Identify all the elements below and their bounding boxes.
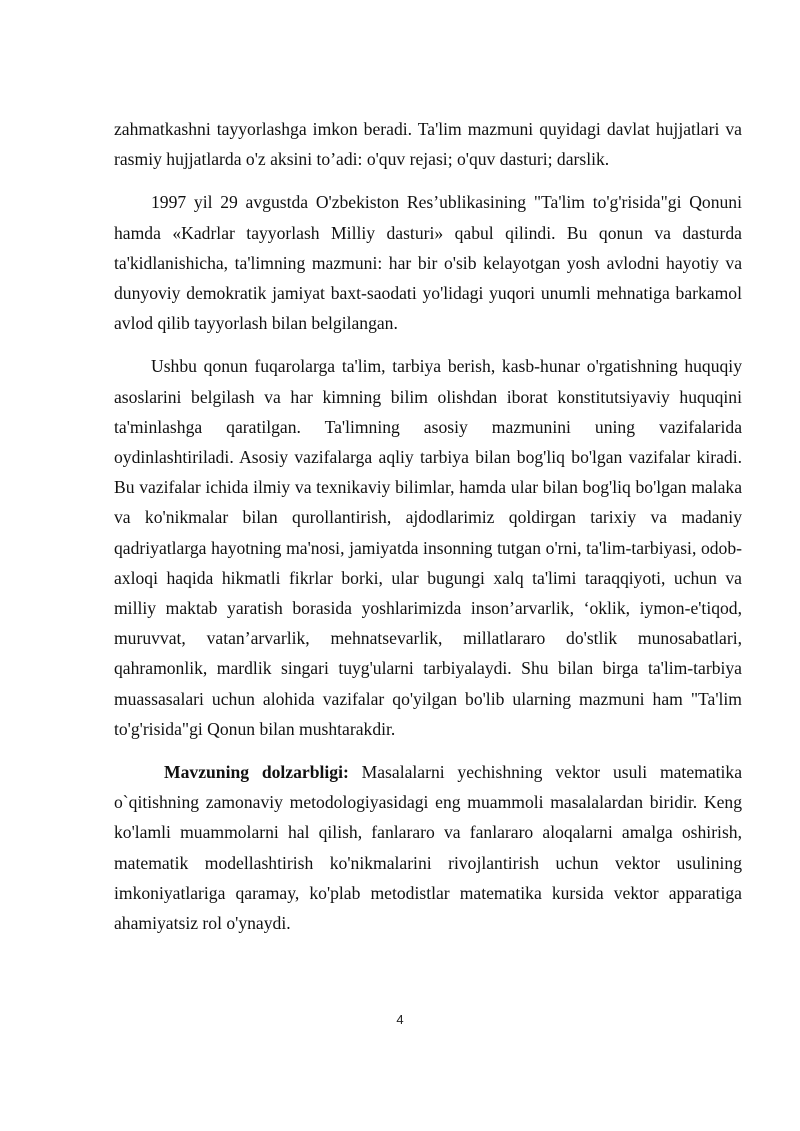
paragraph-law-purpose: Ushbu qonun fuqarolarga ta'lim, tarbiya berish, kasb-hunar o'rgatishning huquqiy asoslarini belgilash va har kimning bilim olishdan iborat konstitutsiyaviy huquqini ta'minlashga qaratilgan. Ta'limning asosiy mazmunini uning vazifalarida oydinlashtiriladi. Asosiy vazifalarga aqliy tarbiya bilan bog'liq bo'lgan vazifalar kiradi. Bu vazifalar ichida ilmiy va texnikaviy bilimlar, hamda ular bilan bog'liq bo'lgan malaka va ko'nikmalar bilan qurollantirish, ajdodlarimiz qoldirgan tarixiy va madaniy qadriyatlarga hayotning ma'nosi, jamiyatda insonning tutgan o'rni, ta'lim-tarbiyasi, odob-axloqi haqida hikmatli fikrlar borki, ular bugungi xalq ta'limi taraqqiyoti, uchun va milliy maktab yaratish borasida yoshlarimizda inson’arvarlik, ‘oklik, iymon-e'tiqod, muruvvat, vatan’arvarlik, mehnatsevarlik, millatlararo do'stlik munosabatlari, qahramonlik, mardlik singari tuyg'ularni tarbiyalaydi. Shu bilan birga ta'lim-tarbiya muassasalari uchun alohida vazifalar qo'yilgan bo'lib ularning mazmuni ham "Ta'lim to'g'risida"gi Qonun bilan mushtarakdir. [114,356,742,739]
paragraph-topic-relevance [114,757,742,938]
topic-relevance-heading: Mavzuning dolzarbligi: [164,762,349,783]
page-number: 4 [396,1012,404,1027]
paragraph-continuation: zahmatkashni tayyorlashga imkon beradi. Ta'lim mazmuni quyidagi davlat hujjatlari va rasmiy hujjatlarda o'z aksini to’adi: o'quv rejasi; o'quv dasturi; darslik. [114,119,742,170]
document-body [114,114,742,951]
topic-relevance-text: Masalalarni yechishning vektor usuli matematika o`qitishning zamonaviy metodologiyasidagi eng muammoli masalalardan biridir. Keng ko'lamli muammolarni hal qilish, fanlararo va fanlararo aloqalarni amalga oshirish, matematik modellashtirish ko'nikmalarini rivojlantirish uchun vektor usulining imkoniyatlariga qaramay, ko'plab metodistlar matematika kursida vektor apparatiga ahamiyatsiz rol o'ynaydi. [114,762,743,934]
paragraph-law-adoption: 1997 yil 29 avgustda O'zbekiston Res’ublikasining "Ta'lim to'g'risida"gi Qonuni hamda «Kadrlar tayyorlash Milliy dasturi» qabul qilindi. Bu qonun va dasturda ta'kidlanishicha, ta'limning mazmuni: har bir o'sib kelayotgan yosh avlodni hayotiy va dunyoviy demokratik jamiyat baxt-saodati yo'lidagi yuqori unumli mehnatiga barkamol avlod qilib tayyorlash bilan belgilangan. [114,192,742,334]
